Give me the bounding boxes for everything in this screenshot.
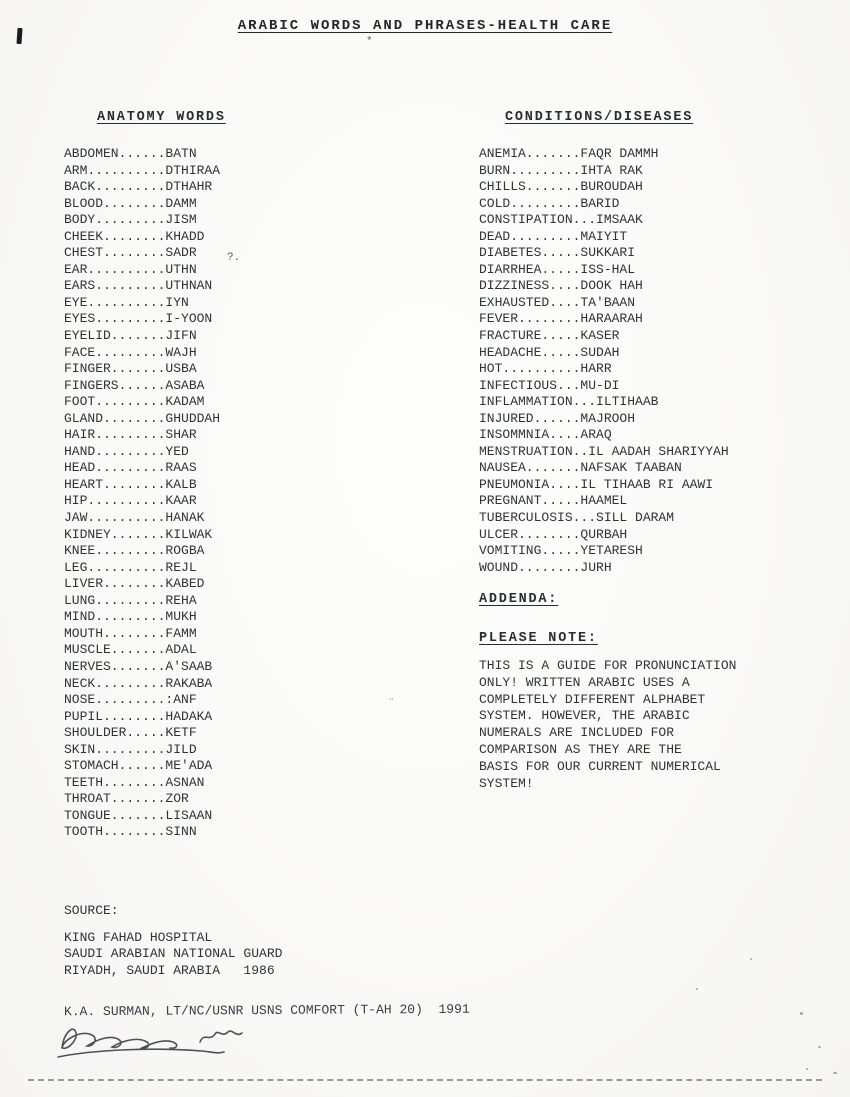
list-item: ONLY! WRITTEN ARABIC USES A [479, 674, 690, 690]
scan-artifact: ?. [227, 252, 241, 264]
list-item: RIYADH, SAUDI ARABIA 1986 [64, 962, 275, 978]
list-item: MOUTH........FAMM [64, 625, 197, 641]
list-item: THROAT.......ZOR [64, 791, 189, 807]
list-item: HEART........KALB [64, 476, 197, 492]
list-item: HIP..........KAAR [64, 493, 197, 509]
scan-artifact: ¨ [388, 698, 395, 710]
list-item: KING FAHAD HOSPITAL [64, 929, 213, 945]
list-item: INFLAMMATION...ILTIHAAB [479, 394, 659, 410]
addenda-note-text [479, 658, 736, 792]
list-item: NERVES.......A'SAAB [64, 658, 213, 674]
list-item: FRACTURE.....KASER [479, 328, 620, 344]
list-item: LUNG.........REHA [64, 592, 197, 608]
list-item: HAIR.........SHAR [64, 427, 197, 443]
list-item: TUBERCULOSIS...SILL DARAM [479, 510, 675, 526]
list-item: FEVER........HARAARAH [479, 311, 643, 327]
list-item: MUSCLE.......ADAL [64, 642, 197, 658]
list-item: INJURED......MAJROOH [479, 410, 636, 426]
list-item: BACK.........DTHAHR [64, 179, 213, 195]
document-title: ARABIC WORDS AND PHRASES-HEALTH CARE [237, 18, 613, 34]
list-item: SAUDI ARABIAN NATIONAL GUARD [64, 946, 283, 962]
list-item: FOOT.........KADAM [64, 394, 205, 410]
list-item: GLAND........GHUDDAH [64, 410, 221, 426]
list-item: BLOOD........DAMM [64, 195, 197, 211]
conditions-word-list [479, 146, 729, 576]
list-item: TONGUE.......LISAAN [64, 807, 213, 823]
list-item: HEAD.........RAAS [64, 460, 197, 476]
list-item: PUPIL........HADAKA [64, 708, 213, 724]
addenda-header: ADDENDA: [479, 592, 559, 607]
list-item: DIZZINESS....DOOK HAH [479, 278, 643, 294]
list-item: HEADACHE.....SUDAH [479, 344, 620, 360]
list-item: PREGNANT.....HAAMEL [479, 493, 628, 509]
list-item: EXHAUSTED....TA'BAAN [479, 294, 636, 310]
conditions-header: CONDITIONS/DISEASES [505, 110, 694, 125]
list-item: CHILLS.......BUROUDAH [479, 179, 643, 195]
list-item: COLD.........BARID [479, 195, 620, 211]
list-item: CHEEK........KHADD [64, 228, 205, 244]
list-item: BURN.........IHTA RAK [479, 162, 643, 178]
page-bottom-rule [28, 1079, 822, 1081]
conditions-section [479, 110, 729, 576]
addenda-section [479, 592, 736, 792]
list-item: NECK.........RAKABA [64, 675, 213, 691]
source-lines [64, 930, 282, 980]
scan-speck [696, 988, 698, 990]
list-item: COMPARISON AS THEY ARE THE [479, 741, 682, 757]
list-item: FINGERS......ASABA [64, 377, 205, 393]
list-item: VOMITING.....YETARESH [479, 543, 643, 559]
list-item: JAW..........HANAK [64, 510, 205, 526]
list-item: TEETH........ASNAN [64, 774, 205, 790]
list-item: MENSTRUATION..IL AADAH SHARIYYAH [479, 443, 729, 459]
list-item: NOSE.........:ANF [64, 692, 197, 708]
list-item: SHOULDER.....KETF [64, 725, 197, 741]
handwritten-signature [52, 1014, 262, 1066]
list-item: HOT..........HARR [479, 361, 612, 377]
scan-speck [800, 1012, 803, 1015]
list-item: SYSTEM. HOWEVER, THE ARABIC [479, 708, 690, 724]
list-item: DEAD.........MAIYIT [479, 228, 628, 244]
anatomy-header: ANATOMY WORDS [97, 110, 226, 125]
list-item: EARS.........UTHNAN [64, 278, 213, 294]
list-item: ANEMIA.......FAQR DAMMH [479, 146, 659, 161]
scan-speck [818, 1046, 821, 1048]
list-item: SYSTEM! [479, 775, 534, 791]
list-item: KNEE.........ROGBA [64, 543, 205, 559]
list-item: CONSTIPATION...IMSAAK [479, 212, 643, 228]
list-item: EAR..........UTHN [64, 261, 197, 277]
list-item: NUMERALS ARE INCLUDED FOR [479, 725, 675, 741]
list-item: COMPLETELY DIFFERENT ALPHABET [479, 691, 706, 707]
list-item: INSOMMNIA....ARAQ [479, 427, 612, 443]
list-item: NAUSEA.......NAFSAK TAABAN [479, 460, 682, 476]
citation-line: K.A. SURMAN, LT/NC/USNR USNS COMFORT (T-AH 20) 1991 [63, 1001, 470, 1020]
list-item: FACE.........WAJH [64, 344, 197, 360]
list-item: SKIN.........JILD [64, 741, 197, 757]
list-item: ARM..........DTHIRAA [64, 162, 221, 178]
anatomy-section [64, 110, 226, 841]
please-note-header: PLEASE NOTE: [479, 631, 598, 646]
list-item: TOOTH........SINN [64, 824, 197, 840]
list-item: THIS IS A GUIDE FOR PRONUNCIATION [479, 658, 737, 673]
list-item: EYELID.......JIFN [64, 328, 197, 344]
list-item: FINGER.......USBA [64, 361, 197, 377]
source-header: SOURCE: [64, 903, 119, 918]
list-item: LIVER........KABED [64, 576, 205, 592]
list-item: WOUND........JURH [479, 559, 612, 575]
list-item: MIND.........MUKH [64, 609, 197, 625]
anatomy-word-list [64, 146, 226, 841]
scan-artifact: * [366, 36, 373, 48]
list-item: HAND.........YED [64, 443, 189, 459]
list-item: ABDOMEN......BATN [64, 146, 197, 161]
scan-speck [750, 958, 752, 960]
scan-speck [833, 1072, 837, 1074]
list-item: DIARRHEA.....ISS-HAL [479, 261, 636, 277]
list-item: EYE..........IYN [64, 294, 189, 310]
list-item: INFECTIOUS...MU-DI [479, 377, 620, 393]
source-section [64, 903, 282, 979]
list-item: PNEUMONIA....IL TIHAAB RI AAWI [479, 476, 714, 492]
list-item: CHEST........SADR [64, 245, 197, 261]
scan-speck [806, 1068, 808, 1070]
list-item: EYES.........I-YOON [64, 311, 213, 327]
list-item: ULCER........QURBAH [479, 526, 628, 542]
list-item: LEG..........REJL [64, 559, 197, 575]
list-item: STOMACH......ME'ADA [64, 758, 213, 774]
list-item: DIABETES.....SUKKARI [479, 245, 636, 261]
list-item: BODY.........JISM [64, 212, 197, 228]
list-item: BASIS FOR OUR CURRENT NUMERICAL [479, 758, 721, 774]
list-item: KIDNEY.......KILWAK [64, 526, 213, 542]
